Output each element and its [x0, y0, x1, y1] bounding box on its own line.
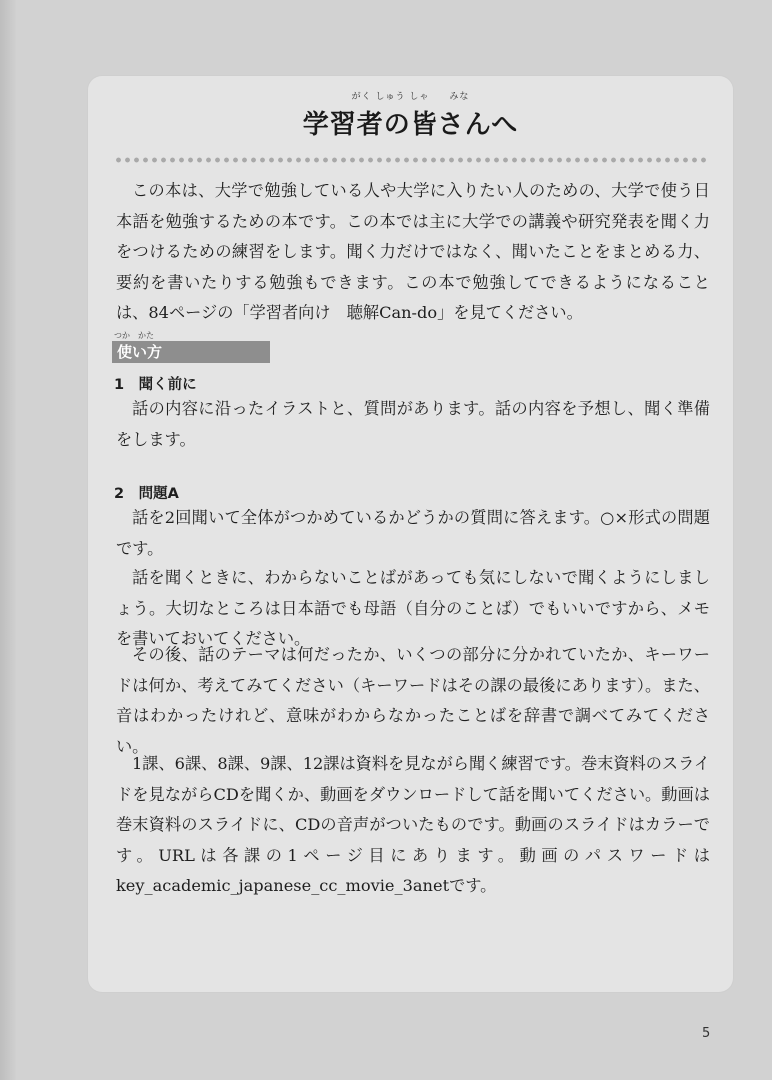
content-panel — [88, 76, 733, 992]
step2-paragraph-1: 話を2回聞いて全体がつかめているかどうかの質問に答えます。○×形式の問題です。 — [116, 508, 710, 558]
title-block — [88, 92, 733, 141]
step2-heading: 2 問題A — [114, 486, 179, 502]
title-furigana: がく しゅう しゃ みな — [351, 92, 470, 102]
step2-paragraph-2: 話を聞くときに、わからないことばがあっても気にしないで聞くようにしましょう。大切なところは日本語でも母語（自分のことば）でもいいですから、メモを書いておいてください。 — [116, 568, 710, 648]
page-gutter-shadow — [0, 0, 16, 1080]
step2-paragraph-3: その後、話のテーマは何だったか、いくつの部分に分かれていたか、キーワードは何か、考えてみてください（キーワードはその課の最後にあります）。また、音はわかったけれど、意味がわからなかったことばを辞書で調べてみてください。 — [116, 645, 710, 756]
step1-paragraph: 話の内容に沿ったイラストと、質問があります。話の内容を予想し、聞く準備をします。 — [116, 399, 710, 449]
page-title: 学習者の皆さんへ — [302, 110, 519, 140]
step1-heading: 1 聞く前に — [114, 377, 197, 393]
video-materials-paragraph: 1課、6課、8課、9課、12課は資料を見ながら聞く練習です。巻末資料のスライドを見ながらCDを聞くか、動画をダウンロードして話を聞いてください。動画は巻末資料のスライドに、CDの音声がついたものです。動画のスライドはカラーです。URLは各課の1ページ目にあります。動画のパスワードはkey_academic_japanese_cc_movie_3anetです。 — [116, 754, 711, 895]
page-number: 5 — [702, 1026, 711, 1041]
dotted-divider — [114, 156, 707, 164]
intro-paragraph: この本は、大学で勉強している人や大学に入りたい人のための、大学で使う日本語を勉強するための本です。この本では主に大学での講義や研究発表を聞く力をつけるための練習をします。聞く力だけではなく、聞いたことをまとめる力、要約を書いたりする勉強もできます。この本で勉強してできるようになることは、84ページの「学習者向け 聴解Can-do」を見てください。 — [116, 181, 710, 322]
section-heading-usage: 使い方 — [112, 341, 270, 363]
section-heading-furigana: つか かた — [114, 331, 154, 340]
